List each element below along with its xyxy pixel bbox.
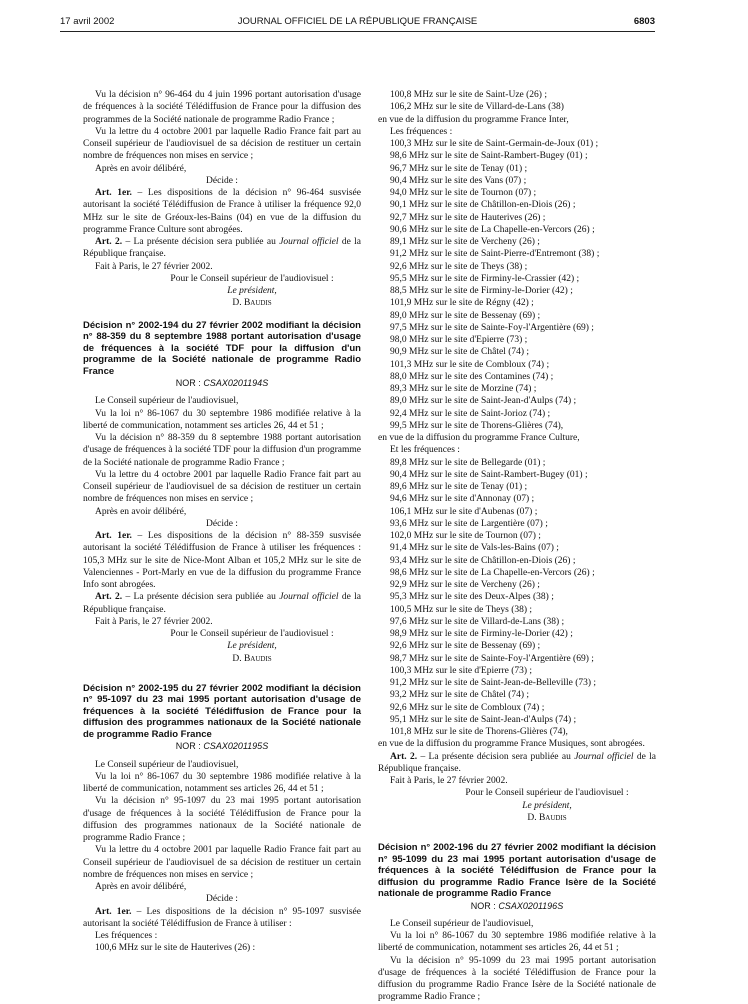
frequency-line: 98,0 MHz sur le site d'Epierre (73) ; (390, 335, 528, 345)
article-text: – La présente décision sera publiée au (122, 237, 280, 247)
page-header (60, 16, 655, 30)
vu-paragraph: Vu la décision n° 88-359 du 8 septembre 1988 portant autorisation d'usage de fréquences à la société TDF pour la diffusion d'un programme de la Société nationale de programme Radio France ; (83, 433, 361, 468)
frequency-line: 89,0 MHz sur le site de Bessenay (69) ; (390, 310, 541, 321)
nor-label: NOR : (470, 900, 499, 911)
frequency-line: 88,5 MHz sur le site de Firminy-le-Dorier (42) ; (390, 286, 573, 296)
vu-paragraph: Vu la lettre du 4 octobre 2001 par laquelle Radio France fait part au Conseil supérieur de l'audiovisuel de sa décision de restituer un certain nombre de fréquences non mises en service ; (83, 469, 361, 505)
frequency-line: 101,9 MHz sur le site de Régny (42) ; (390, 298, 534, 309)
article-1 (83, 187, 361, 236)
fait-a-paris: Fait à Paris, le 27 février 2002. (95, 616, 213, 627)
article-text: de la République française. (83, 237, 361, 260)
president-title: Le président, (522, 800, 572, 811)
frequency-line: 100,6 MHz sur le site de Hauterives (26) : (95, 943, 256, 954)
article-label: Art. 2. (95, 237, 123, 247)
conseil-line: Le Conseil supérieur de l'audiovisuel, (390, 918, 534, 929)
article-text: – Les dispositions de la décision n° 95-1097 susvisée autorisant la société Télédiffusion de France à utiliser : (83, 906, 361, 929)
signature-pour: Pour le Conseil supérieur de l'audiovisuel : (170, 273, 334, 284)
vu-paragraph: Vu la lettre du 4 octobre 2001 par laquelle Radio France fait part au Conseil supérieur de l'audiovisuel de sa décision de restituer un certain nombre de fréquences non mises en service ; (83, 126, 361, 162)
frequency-line: 95,5 MHz sur le site de Firminy-le-Crassier (42) ; (390, 273, 580, 284)
journal-title: JOURNAL OFFICIEL DE LA RÉPUBLIQUE FRANÇAISE (237, 16, 478, 27)
signature-name: D. Baudis (232, 298, 272, 309)
frequency-line: 89,8 MHz sur le site de Bellegarde (01) ; (390, 457, 546, 468)
frequency-line: 89,6 MHz sur le site de Tenay (01) ; (390, 482, 528, 492)
nor-code (83, 377, 361, 389)
article-label: Art. 1er. (95, 188, 132, 198)
article-2 (378, 751, 656, 776)
frequencies-label: Les fréquences : (390, 126, 453, 137)
decide-heading: Décide : (206, 894, 238, 905)
frequency-line: 94,0 MHz sur le site de Tournon (07) ; (390, 188, 537, 198)
frequency-line: 91,2 MHz sur le site de Saint-Pierre-d'Entremont (38) ; (390, 249, 600, 260)
journal-officiel-ref: Journal officiel (279, 592, 339, 603)
president-title: Le président, (227, 641, 277, 652)
frequencies-label: Les fréquences : (95, 931, 158, 941)
article-1 (83, 906, 361, 931)
frequency-line: 90,4 MHz sur le site des Vans (07) ; (390, 175, 527, 186)
deliberation-line: Après en avoir délibéré, (95, 882, 187, 892)
decide-heading: Décide : (206, 518, 238, 529)
vu-paragraph: Vu la décision n° 96-464 du 4 juin 1996 portant autorisation d'usage de fréquences à la société Télédiffusion de France pour la diffusion des programmes de la Société nationale de programme Radio France ; (83, 90, 361, 125)
article-text: – La présente décision sera publiée au (417, 751, 575, 762)
frequency-line: 90,1 MHz sur le site de Châtillon-en-Diois (26) ; (390, 200, 576, 211)
frequency-line: 100,3 MHz sur le site d'Epierre (73) ; (390, 665, 533, 676)
frequency-line: 98,7 MHz sur le site de Sainte-Foy-l'Argentière (69) ; (390, 653, 594, 664)
culture-frequency-list (378, 138, 656, 432)
president-title: Le président, (227, 286, 277, 296)
frequency-line: 97,6 MHz sur le site de Villard-de-Lans (38) ; (390, 616, 565, 627)
nor-value: CSAX0201194S (203, 378, 269, 388)
decision-title: Décision n° 2002-196 du 27 février 2002 modifiant la décision n° 95-1099 du 23 mai 1995 portant autorisation d'usage de fréquences à la société Télédiffusion de France pour la diffusion du programme Radio France Isère de la Société nationale de programme Radio France (378, 842, 656, 899)
frequency-line: 92,6 MHz sur le site de Bessenay (69) ; (390, 641, 541, 652)
frequency-line: 88,0 MHz sur le site des Contamines (74) ; (390, 371, 554, 382)
article-1 (83, 530, 361, 591)
musique-frequency-list (378, 457, 656, 739)
frequency-line: 102,0 MHz sur le site de Tournon (07) ; (390, 531, 541, 541)
nor-code (378, 900, 656, 912)
frequency-line: 101,8 MHz sur le site de Thorens-Glières (74), (390, 727, 568, 737)
frequency-line: 89,1 MHz sur le site de Vercheny (26) ; (390, 237, 540, 247)
fait-a-paris: Fait à Paris, le 27 février 2002. (95, 261, 213, 272)
frequency-line: 91,2 MHz sur le site de Saint-Jean-de-Belleville (73) ; (390, 678, 597, 688)
frequency-line: 100,5 MHz sur le site de Theys (38) ; (390, 604, 533, 615)
frequency-line: 100,8 MHz sur le site de Saint-Uze (26) ; (390, 90, 547, 100)
journal-officiel-ref: Journal officiel (574, 751, 634, 762)
frequency-line: 92,7 MHz sur le site de Hauterives (26) ; (390, 212, 546, 223)
article-label: Art. 2. (95, 592, 123, 603)
frequency-line: 99,5 MHz sur le site de Thorens-Glières (74), (390, 420, 564, 431)
frequency-line: 100,3 MHz sur le site de Saint-Germain-de-Joux (01) ; (390, 139, 599, 149)
frequency-line: 89,0 MHz sur le site de Saint-Jean-d'Aulps (74) ; (390, 396, 577, 407)
signature-president (83, 640, 361, 652)
nor-value: CSAX0201195S (203, 741, 269, 752)
article-text: – Les dispositions de la décision n° 88-359 susvisée autorisant la société Télédiffusion de France à utiliser les fréquences : 105,3 MHz sur le site de Nice-Mont Alban et 105,2 MHz sur le site de Valenciennes - Port-Marly en vue de la diffusion du programme France Info sont abrogées. (83, 531, 361, 590)
frequency-line: 95,1 MHz sur le site de Saint-Jean-d'Aulps (74) ; (390, 714, 577, 725)
left-column (83, 89, 361, 955)
decide-heading: Décide : (206, 175, 238, 186)
program-line: en vue de la diffusion du programme France Culture, (378, 433, 580, 443)
frequency-line: 90,9 MHz sur le site de Châtel (74) ; (390, 347, 530, 358)
program-line: en vue de la diffusion du programme France Musiques, sont abrogées. (378, 739, 645, 750)
vu-paragraph: Vu la décision n° 95-1097 du 23 mai 1995 portant autorisation d'usage de fréquences à la société Télédiffusion de France pour la diffusion des programmes nationaux de la Société nationale de programme Radio France ; (83, 796, 361, 843)
vu-paragraph: Vu la lettre du 4 octobre 2001 par laquelle Radio France fait part au Conseil supérieur de l'audiovisuel de sa décision de restituer un certain nombre de fréquences non mises en service ; (83, 845, 361, 880)
page-number: 6803 (633, 16, 655, 27)
frequency-line: 92,6 MHz sur le site de Combloux (74) ; (390, 702, 545, 713)
vu-paragraph: Vu la loi n° 86-1067 du 30 septembre 1986 modifiée relative à la liberté de communication, notamment ses articles 26, 44 et 51 ; (378, 931, 656, 954)
frequency-line: 92,6 MHz sur le site de Theys (38) ; (390, 261, 528, 272)
nor-label: NOR : (175, 378, 204, 388)
decision-title: Décision n° 2002-194 du 27 février 2002 modifiant la décision n° 88-359 du 8 septembre 1988 portant autorisation d'usage de fréquences à la société TDF pour la diffusion d'un programme de la Société nationale de programme Radio France (83, 319, 361, 377)
frequency-line: 90,6 MHz sur le site de La Chapelle-en-Vercors (26) ; (390, 224, 595, 235)
frequencies-label: Et les fréquences : (390, 445, 460, 456)
article-label: Art. 2. (390, 751, 418, 762)
header-date: 17 avril 2002 (60, 16, 115, 27)
signature-pour: Pour le Conseil supérieur de l'audiovisuel : (465, 788, 629, 799)
right-column (378, 89, 656, 1004)
signature-name: D. Baudis (527, 812, 567, 823)
nor-value: CSAX0201196S (498, 900, 564, 911)
vu-paragraph: Vu la loi n° 86-1067 du 30 septembre 1986 modifiée relative à la liberté de communication, notamment ses articles 26, 44 et 51 ; (83, 771, 361, 794)
frequency-line: 96,7 MHz sur le site de Tenay (01) ; (390, 163, 528, 174)
article-text: de la République française. (378, 751, 656, 774)
signature-pour: Pour le Conseil supérieur de l'audiovisuel : (170, 629, 334, 639)
frequency-line: 90,4 MHz sur le site de Saint-Rambert-Bugey (01) ; (390, 469, 588, 480)
article-label: Art. 1er. (95, 906, 132, 917)
frequency-line: 106,1 MHz sur le site d'Aubenas (07) ; (390, 506, 538, 517)
frequency-line: 98,6 MHz sur le site de La Chapelle-en-Vercors (26) ; (390, 567, 595, 578)
article-label: Art. 1er. (95, 531, 132, 541)
frequency-line: 89,3 MHz sur le site de Morzine (74) ; (390, 384, 537, 394)
frequency-line: 106,2 MHz sur le site de Villard-de-Lans (38) (390, 102, 564, 113)
article-text: de la République française. (83, 592, 361, 615)
frequency-line: 92,4 MHz sur le site de Saint-Jorioz (74) ; (390, 408, 551, 419)
frequency-line: 93,2 MHz sur le site de Châtel (74) ; (390, 690, 530, 701)
frequency-line: 97,5 MHz sur le site de Sainte-Foy-l'Argentière (69) ; (390, 322, 594, 333)
nor-label: NOR : (175, 741, 204, 752)
article-text: – La présente décision sera publiée au (122, 592, 280, 603)
fait-a-paris: Fait à Paris, le 27 février 2002. (390, 776, 508, 786)
signature-name: D. Baudis (232, 653, 272, 664)
deliberation-line: Après en avoir délibéré, (95, 506, 187, 517)
vu-paragraph: Vu la décision n° 95-1099 du 23 mai 1995 portant autorisation d'usage de fréquences à la société Télédiffusion de France pour la diffusion du programme Radio France Isère de la Société nationale de programme Radio France ; (378, 955, 656, 1003)
program-line: en vue de la diffusion du programme France Inter, (378, 114, 569, 125)
frequency-line: 92,9 MHz sur le site de Vercheny (26) ; (390, 580, 540, 590)
article-2 (83, 591, 361, 616)
frequency-line: 98,6 MHz sur le site de Saint-Rambert-Bugey (01) ; (390, 151, 588, 162)
frequency-line: 94,6 MHz sur le site d'Annonay (07) ; (390, 494, 535, 505)
frequency-line: 91,4 MHz sur le site de Vals-les-Bains (07) ; (390, 543, 559, 554)
frequency-line: 98,9 MHz sur le site de Firminy-le-Dorier (42) ; (390, 629, 573, 639)
signature-president (378, 800, 656, 812)
frequency-line: 101,3 MHz sur le site de Combloux (74) ; (390, 359, 550, 370)
frequency-line: 95,3 MHz sur le site des Deux-Alpes (38) ; (390, 592, 554, 603)
conseil-line: Le Conseil supérieur de l'audiovisuel, (95, 759, 239, 770)
nor-code (83, 740, 361, 752)
article-2 (83, 236, 361, 261)
deliberation-line: Après en avoir délibéré, (95, 163, 187, 174)
decision-title: Décision n° 2002-195 du 27 février 2002 modifiant la décision n° 95-1097 du 23 mai 1995 portant autorisation d'usage de fréquences à la société Télédiffusion de France pour la diffusion des programmes nationaux de la Société nationale de programme Radio France (83, 682, 361, 740)
vu-paragraph: Vu la loi n° 86-1067 du 30 septembre 1986 modifiée relative à la liberté de communication, notamment ses articles 26, 44 et 51 ; (83, 408, 361, 431)
conseil-line: Le Conseil supérieur de l'audiovisuel, (95, 396, 239, 407)
frequency-line: 93,4 MHz sur le site de Châtillon-en-Diois (26) ; (390, 555, 576, 566)
journal-officiel-ref: Journal officiel (279, 237, 339, 247)
frequency-line: 93,6 MHz sur le site de Largentière (07) ; (390, 518, 548, 529)
header-rule (60, 31, 655, 32)
article-text: – Les dispositions de la décision n° 96-464 susvisée autorisant la société Télédiffusion de France à utiliser la fréquence 92,0 MHz sur le site de Gréoux-les-Bains (04) en vue de la diffusion du programme France Culture sont abrogées. (83, 188, 361, 235)
signature-president (83, 285, 361, 297)
